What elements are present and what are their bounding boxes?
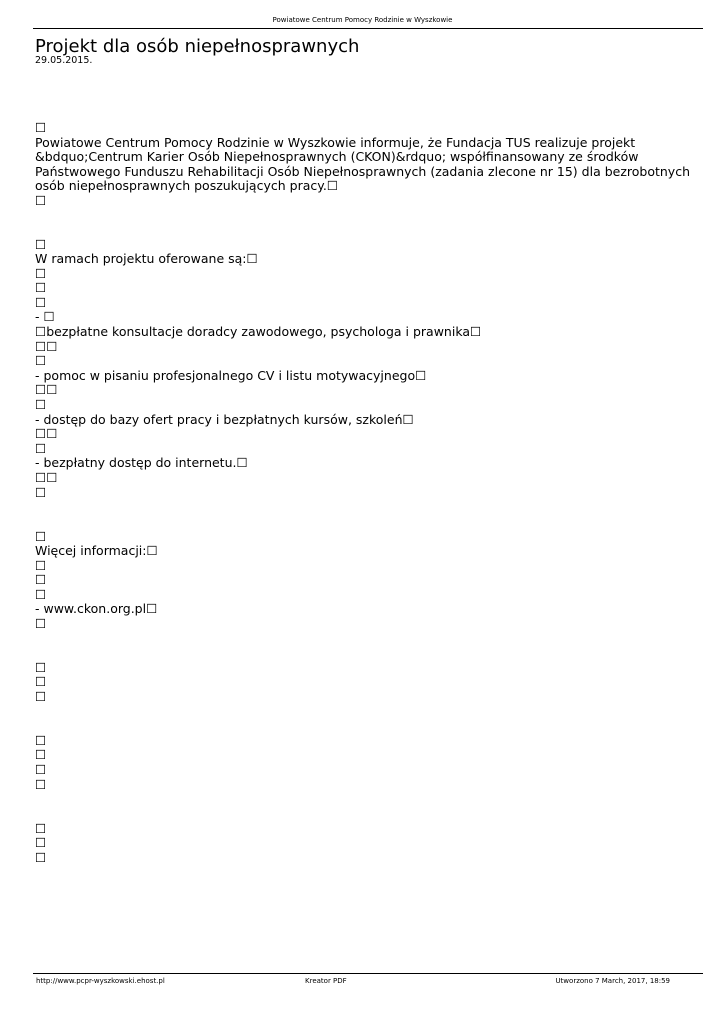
text-line: ☐☐ bbox=[35, 339, 58, 354]
text-line: ☐☐ bbox=[35, 470, 58, 485]
text-line: ☐ bbox=[35, 353, 47, 368]
text-line: ☐ bbox=[35, 835, 47, 850]
text-line: osób niepełnosprawnych poszukujących pracy.☐ bbox=[35, 178, 339, 193]
text-line: &bdquo;Centrum Karier Osób Niepełnosprawnych (CKON)&rdquo; współfinansowany ze środków bbox=[35, 149, 639, 164]
text-line: Państwowego Funduszu Rehabilitacji Osób Niepełnosprawnych (zadania zlecone nr 15) dla bezrobotnych bbox=[35, 164, 690, 179]
text-line: ☐ bbox=[35, 485, 47, 500]
text-line: ☐ bbox=[35, 850, 47, 865]
text-line: ☐ bbox=[35, 777, 47, 792]
text-line: - dostęp do bazy ofert pracy i bezpłatnych kursów, szkoleń☐ bbox=[35, 412, 414, 427]
text-line: ☐☐ bbox=[35, 382, 58, 397]
text-line: - pomoc w pisaniu profesjonalnego CV i listu motywacyjnego☐ bbox=[35, 368, 427, 383]
footer-rule bbox=[33, 973, 703, 974]
text-line: - ☐ bbox=[35, 309, 55, 324]
footer-url: http://www.pcpr-wyszkowski.ehost.pl bbox=[36, 977, 165, 985]
text-line: ☐ bbox=[35, 237, 47, 252]
text-line: ☐ bbox=[35, 660, 47, 675]
text-line: ☐ bbox=[35, 674, 47, 689]
text-line: Powiatowe Centrum Pomocy Rodzinie w Wyszkowie informuje, że Fundacja TUS realizuje projekt bbox=[35, 135, 636, 150]
article-title: Projekt dla osób niepełnosprawnych bbox=[35, 36, 360, 57]
text-line: ☐ bbox=[35, 193, 47, 208]
text-line: ☐ bbox=[35, 747, 47, 762]
text-line: ☐ bbox=[35, 120, 47, 135]
footer-created: Utworzono 7 March, 2017, 18:59 bbox=[555, 977, 670, 985]
text-line: - bezpłatny dostęp do internetu.☐ bbox=[35, 455, 248, 470]
text-line: ☐ bbox=[35, 397, 47, 412]
text-line: W ramach projektu oferowane są:☐ bbox=[35, 251, 258, 266]
text-line: ☐ bbox=[35, 587, 47, 602]
text-line: - www.ckon.org.pl☐ bbox=[35, 601, 158, 616]
text-line: ☐ bbox=[35, 762, 47, 777]
text-line: ☐ bbox=[35, 558, 47, 573]
text-line: ☐ bbox=[35, 529, 47, 544]
article-date: 29.05.2015. bbox=[35, 55, 93, 66]
text-line: ☐ bbox=[35, 821, 47, 836]
page-header: Powiatowe Centrum Pomocy Rodzinie w Wyszkowie bbox=[272, 16, 453, 24]
header-rule bbox=[33, 28, 703, 29]
text-line: ☐ bbox=[35, 689, 47, 704]
text-line: ☐ bbox=[35, 572, 47, 587]
text-line: ☐bezpłatne konsultacje doradcy zawodowego, psychologa i prawnika☐ bbox=[35, 324, 482, 339]
footer-generator: Kreator PDF bbox=[305, 977, 347, 985]
text-line: ☐ bbox=[35, 280, 47, 295]
text-line: ☐☐ bbox=[35, 426, 58, 441]
text-line: ☐ bbox=[35, 733, 47, 748]
text-line: ☐ bbox=[35, 266, 47, 281]
text-line: ☐ bbox=[35, 295, 47, 310]
text-line: ☐ bbox=[35, 441, 47, 456]
text-line: Więcej informacji:☐ bbox=[35, 543, 158, 558]
text-line: ☐ bbox=[35, 616, 47, 631]
